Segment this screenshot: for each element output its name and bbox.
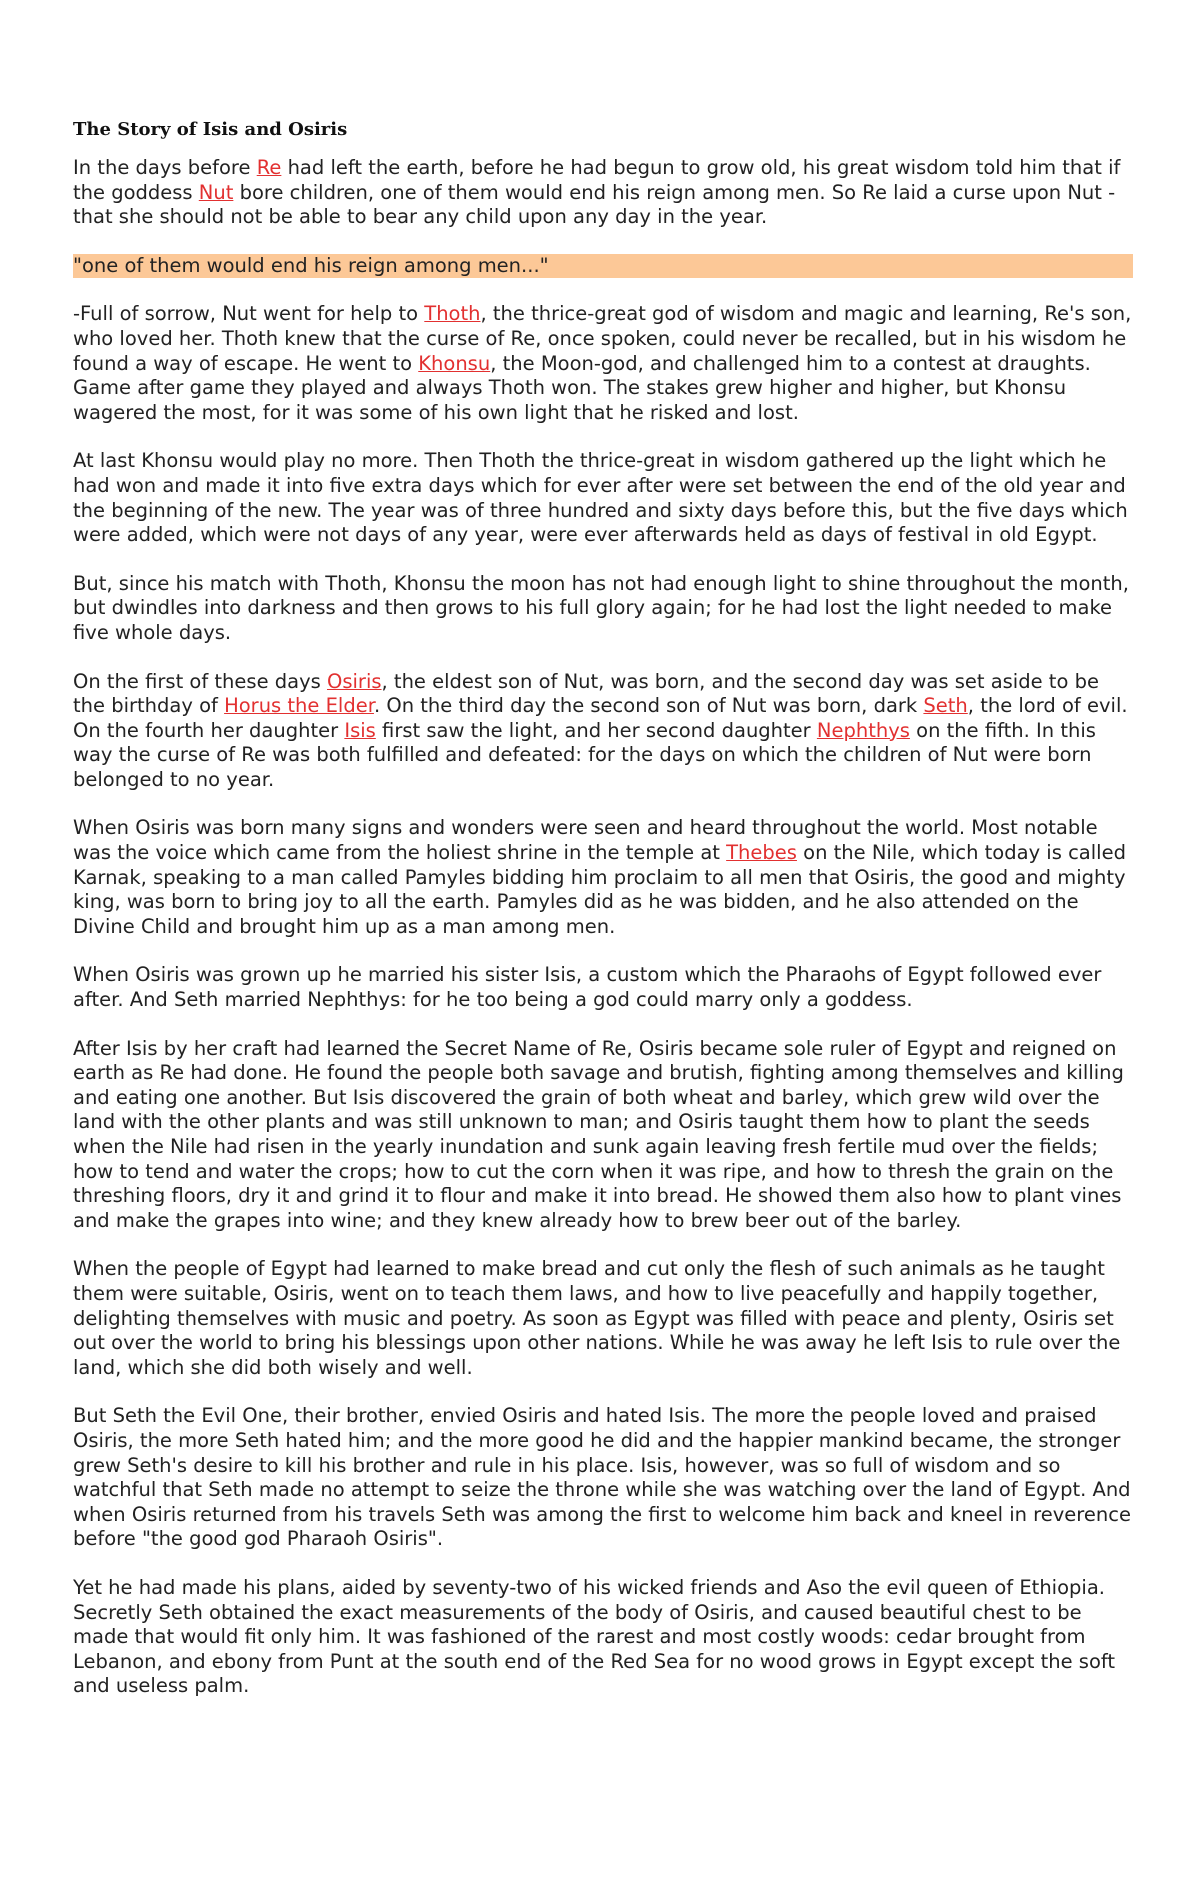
- paragraph-9: When the people of Egypt had learned to make bread and cut only the flesh of such animals as he taught them were suitable, Osiris, went on to teach them laws, and how to live peacefully and happily together, delighting themselves with music and poetry. As soon as Egypt was filled with peace and plenty, Osiris set out over the world to bring his blessings upon other nations. While he was away he left Isis to rule over the land, which she did both wisely and well.: [73, 1257, 1121, 1379]
- text-span: -Full of sorrow, Nut went for help to: [73, 302, 425, 326]
- text-span: , the Moon-god, and challenged him to a contest at draughts. Game after game they played and always Thoth won. The stakes grew higher and higher, but Khonsu wagered the most, for it was some of his own light that he risked and lost.: [73, 351, 1091, 424]
- link-nephthys[interactable]: Nephthys: [816, 718, 910, 742]
- page-title: The Story of Isis and Osiris: [73, 119, 348, 140]
- paragraph-10: But Seth the Evil One, their brother, envied Osiris and hated Isis. The more the people loved and praised Osiris, the more Seth hated him; and the more good he did and the happier mankind became, the stronger grew Seth's desire to kill his brother and rule in his place. Isis, however, was so full of wisdom and so watchful that Seth made no attempt to seize the throne while she was watching over the land of Egypt. And when Osiris returned from his travels Seth was among the first to welcome him back and kneel in reverence before "the good god Pharaoh Osiris".: [73, 1404, 1131, 1551]
- text-span: When Osiris was born many signs and wonders were seen and heard throughout the world. Most notable was the voice which came from the holiest shrine in the temple at: [73, 816, 1098, 865]
- paragraph-4: But, since his match with Thoth, Khonsu the moon has not had enough light to shine throughout the month, but dwindles into darkness and then grows to his full glory again; for he had lost the light needed to make five whole days.: [73, 571, 1129, 644]
- paragraph-2: [73, 302, 1133, 425]
- text-span: , the thrice-great god of wisdom and magic and learning, Re's son, who loved her. Thoth knew that the curse of Re, once spoken, could never be recalled, but in his wisdom he found a way of escape. He went to: [73, 302, 1132, 375]
- text-span: , the eldest son of Nut, was born, and the second day was set aside to be the birthday of: [73, 669, 1099, 718]
- link-osiris[interactable]: Osiris: [327, 669, 382, 693]
- paragraph-5: [73, 670, 1133, 793]
- text-span: on the Nile, which today is called Karnak, speaking to a man called Pamyles bidding him proclaim to all men that Osiris, the good and mighty king, was born to bring joy to all the earth. Pamyles did as he was bidden, and he also attended on the Divine Child and brought him up as a man among men.: [73, 841, 1126, 938]
- text-span: first saw the light, and her second daughter: [375, 718, 817, 742]
- text-span: On the first of these days: [73, 669, 327, 693]
- text-span: In the days before: [73, 156, 257, 179]
- paragraph-3: At last Khonsu would play no more. Then Thoth the thrice-great in wisdom gathered up the light which he had won and made it into five extra days which for ever after were set between the end of the old year and the beginning of the new. The year was of three hundred and sixty days before this, but the five days which were added, which were not days of any year, were ever afterwards held as days of festival in old Egypt.: [73, 449, 1128, 547]
- link-seth[interactable]: Seth: [923, 694, 968, 718]
- link-isis[interactable]: Isis: [344, 718, 376, 742]
- link-thoth[interactable]: Thoth: [424, 302, 481, 326]
- paragraph-11: Yet he had made his plans, aided by seventy-two of his wicked friends and Aso the evil queen of Ethiopia. Secretly Seth obtained the exact measurements of the body of Osiris, and caused beautiful chest to be made that would fit only him. It was fashioned of the rarest and most costly woods: cedar brought from Lebanon, and ebony from Punt at the south end of the Red Sea for no wood grows in Egypt except the soft and useless palm.: [73, 1575, 1116, 1698]
- link-nut[interactable]: Nut: [198, 180, 234, 204]
- link-re[interactable]: Re: [256, 156, 282, 179]
- text-span: bore children, one of them would end his reign among men. So Re laid a curse upon Nut - that she should not be able to bear any child upon any day in the year.: [73, 180, 1116, 229]
- link-khonsu[interactable]: Khonsu: [418, 351, 491, 375]
- paragraph-8: After Isis by her craft had learned the Secret Name of Re, Osiris became sole ruler of Egypt and reigned on earth as Re had done. He found the people both savage and brutish, fighting among themselves and killing and eating one another. But Isis discovered the grain of both wheat and barley, which grew wild over the land with the other plants and was still unknown to man; and Osiris taught them how to plant the seeds when the Nile had risen in the yearly inundation and sunk again leaving fresh fertile mud over the fields; how to tend and water the crops; how to cut the corn when it was ripe, and how to thresh the grain on the threshing floors, dry it and grind it to flour and make it into bread. He showed them also how to plant vines and make the grapes into wine; and they knew already how to brew beer out of the barley.: [73, 1036, 1124, 1232]
- text-span: had left the earth, before he had begun to grow old, his great wisdom told him that if the goddess: [73, 156, 1121, 204]
- link-thebes[interactable]: Thebes: [726, 841, 797, 865]
- paragraph-7: When Osiris was grown up he married his sister Isis, a custom which the Pharaohs of Egypt followed ever after. And Seth married Nephthys: for he too being a god could marry only a goddess.: [73, 963, 1102, 1012]
- paragraph-1: [73, 156, 1133, 230]
- text-span: on the fifth. In this way the curse of Re was both fulfilled and defeated: for the days on which the children of Nut were born belonged to no year.: [73, 718, 1096, 791]
- text-span: . On the third day the second son of Nut was born, dark: [373, 694, 924, 718]
- text-span: , the lord of evil. On the fourth her daughter: [73, 694, 1128, 742]
- document-page: [73, 118, 1133, 1723]
- paragraph-6: [73, 816, 1133, 939]
- link-horus-the-elder[interactable]: Horus the Elder: [224, 694, 374, 718]
- highlighted-quote: "one of them would end his reign among men...": [73, 254, 1133, 279]
